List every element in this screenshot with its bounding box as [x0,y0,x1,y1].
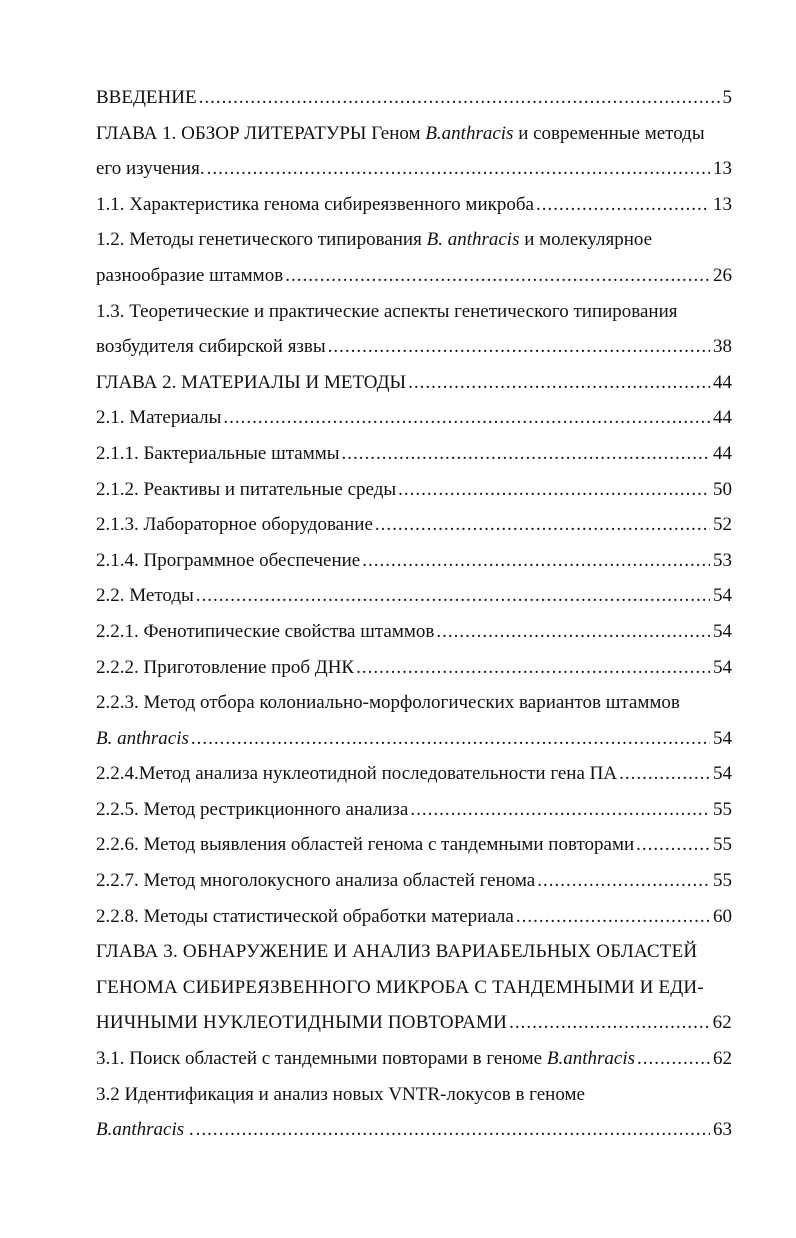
toc-entry-title: 2.2.7. Метод многолокусного анализа областей генома [96,870,536,892]
toc-entry-2-1-1[interactable] [96,436,732,472]
toc-entry-page: 26 [713,264,732,286]
species-name: B. anthracis [96,727,189,749]
toc-entry-title: 2.2.5. Метод рестрикционного анализа [96,798,409,820]
toc-entry-page: 13 [713,193,732,215]
toc-entry-title: 2.2.1. Фенотипические свойства штаммов [96,620,435,642]
toc-leader-dots [362,543,710,579]
toc-entry-title: и современные методы [513,122,705,144]
toc-entry-title: ГЛАВА 1. ОБЗОР ЛИТЕРАТУРЫ Геном [96,122,426,144]
toc-entry-2-2[interactable] [96,578,732,614]
toc-entry-2-1-2[interactable] [96,472,732,508]
toc-entry-page: 54 [713,763,732,785]
toc-entry-chapter-1-line-2[interactable] [96,151,732,187]
toc-entry-title: ГЕНОМА СИБИРЕЯЗВЕННОГО МИКРОБА С ТАНДЕМНЫМИ И ЕДИ- [96,976,704,998]
toc-entry-2-1-3[interactable] [96,507,732,543]
toc-leader-dots [196,1112,710,1148]
toc-entry-page: 60 [713,905,732,927]
toc-leader-dots [636,827,710,863]
toc-leader-dots [342,436,710,472]
toc-entry-title: 2.1.3. Лабораторное оборудование [96,514,373,536]
toc-entry-page: 54 [713,656,732,678]
toc-entry-page: 44 [713,407,732,429]
toc-leader-dots [509,1005,710,1041]
toc-leader-dots [637,1041,710,1077]
toc-entry-2-2-8[interactable] [96,899,732,935]
toc-leader-dots [537,863,710,899]
toc-entry-title [96,1112,196,1148]
species-name: B.anthracis [425,122,514,144]
toc-entry-page: 53 [713,549,732,571]
toc-entry-title: 2.2.6. Метод выявления областей генома с тандемными повторами [96,834,635,856]
toc-entry-1-1[interactable] [96,187,732,223]
species-name: B. anthracis [426,229,520,251]
toc-entry-title: и молекулярное [519,229,653,251]
toc-entry-2-2-1[interactable] [96,614,732,650]
toc-entry-page: 55 [713,798,732,820]
toc-leader-dots [516,899,710,935]
toc-entry-title: ГЛАВА 2. МАТЕРИАЛЫ И МЕТОДЫ [96,371,407,393]
toc-entry-chapter-1-line-1[interactable] [96,116,732,152]
toc-entry-title: 1.2. Методы генетического типирования [96,229,427,251]
toc-entry-3-2-line-2[interactable] [96,1112,732,1148]
toc-entry-2-2-4[interactable] [96,756,732,792]
toc-entry-2-2-5[interactable] [96,792,732,828]
toc-entry-title: 2.2. Методы [96,585,194,607]
toc-entry-title: НИЧНЫМИ НУКЛЕОТИДНЫМИ ПОВТОРАМИ [96,1012,508,1034]
toc-leader-dots [619,756,710,792]
toc-entry-title: его изучения. [96,158,205,180]
toc-entry-title: ВВЕДЕНИЕ [96,87,197,108]
toc-entry-title-text: . [184,1119,194,1141]
toc-entry-chapter-3-line-1[interactable] [96,934,732,970]
toc-entry-title: 2.2.2. Приготовление проб ДНК [96,656,355,678]
toc-leader-dots [375,507,710,543]
toc-entry-title: 1.1. Характеристика генома сибиреязвенного микроба [96,193,534,215]
toc-entry-title: 2.1. Материалы [96,407,222,429]
toc-entry-intro[interactable] [96,80,732,116]
toc-entry-page: 50 [713,478,732,500]
toc-leader-dots [356,650,710,686]
toc-entry-title: 2.1.4. Программное обеспечение [96,549,361,571]
toc-entry-title: 2.2.8. Методы статистической обработки материала [96,905,514,927]
toc-entry-page: 5 [722,87,732,108]
species-name: B.anthracis [96,1119,185,1141]
toc-entry-title: ГЛАВА 3. ОБНАРУЖЕНИЕ И АНАЛИЗ ВАРИАБЕЛЬНЫХ ОБЛАСТЕЙ [96,941,698,963]
toc-entry-2-2-7[interactable] [96,863,732,899]
toc-leader-dots [436,614,710,650]
toc-leader-dots [207,151,710,187]
toc-entry-page: 38 [713,336,732,358]
toc-entry-page: 62 [712,1012,732,1034]
toc-entry-page: 54 [713,727,732,749]
toc-entry-1-3-line-1[interactable] [96,294,732,330]
toc-leader-dots [536,187,710,223]
toc-leader-dots [408,365,710,401]
toc-entry-chapter-3-line-3[interactable] [96,1005,732,1041]
toc-leader-dots [410,792,710,828]
toc-entry-title: 2.1.1. Бактериальные штаммы [96,442,340,464]
toc-leader-dots [398,472,710,508]
toc-entry-1-2-line-1[interactable] [96,222,732,258]
toc-entry-title: 2.2.4.Метод анализа нуклеотидной последовательности гена ПА [96,763,618,785]
toc-entry-title: возбудителя сибирской язвы [96,336,326,358]
toc-entry-page: 55 [713,870,732,892]
toc-entry-2-2-3-line-1[interactable] [96,685,732,721]
toc-leader-dots [199,80,720,116]
toc-entry-title: 2.2.3. Метод отбора колониально-морфологических вариантов штаммов [96,692,680,714]
toc-entry-title-text: 3.1. Поиск областей с тандемными повторами в геноме [96,1048,547,1070]
toc-entry-title: разнообразие штаммов [96,264,284,286]
toc-entry-page: 55 [713,834,732,856]
toc-leader-dots [191,721,710,757]
toc-entry-page: 63 [713,1119,732,1141]
toc-entry-page: 44 [713,442,732,464]
toc-entry-chapter-3-line-2[interactable] [96,970,732,1006]
toc-leader-dots [285,258,710,294]
table-of-contents [96,80,732,1148]
species-name: B.anthracis [546,1048,636,1070]
toc-leader-dots [223,400,710,436]
toc-leader-dots [328,329,710,365]
toc-entry-2-2-2[interactable] [96,650,732,686]
toc-entry-3-2-line-1[interactable] [96,1077,732,1113]
toc-entry-page: 52 [713,514,732,536]
toc-entry-1-3-line-2[interactable] [96,329,732,365]
toc-entry-page: 54 [713,620,732,642]
toc-entry-chapter-2[interactable] [96,365,732,401]
toc-entry-title: 1.3. Теоретические и практические аспекты генетического типирования [96,300,678,322]
toc-entry-2-1[interactable] [96,400,732,436]
toc-entry-2-2-3-line-2[interactable] [96,721,732,757]
toc-entry-title: 2.1.2. Реактивы и питательные среды [96,478,397,500]
toc-entry-title [96,1041,637,1077]
toc-entry-2-2-6[interactable] [96,827,732,863]
toc-entry-page: 62 [713,1048,732,1070]
toc-entry-page: 13 [713,158,732,180]
toc-leader-dots [196,578,710,614]
toc-entry-title: 3.2 Идентификация и анализ новых VNTR-локусов в геноме [96,1083,585,1105]
toc-entry-1-2-line-2[interactable] [96,258,732,294]
toc-entry-page: 44 [713,371,732,393]
toc-entry-2-1-4[interactable] [96,543,732,579]
toc-entry-page: 54 [713,585,732,607]
toc-entry-3-1[interactable] [96,1041,732,1077]
